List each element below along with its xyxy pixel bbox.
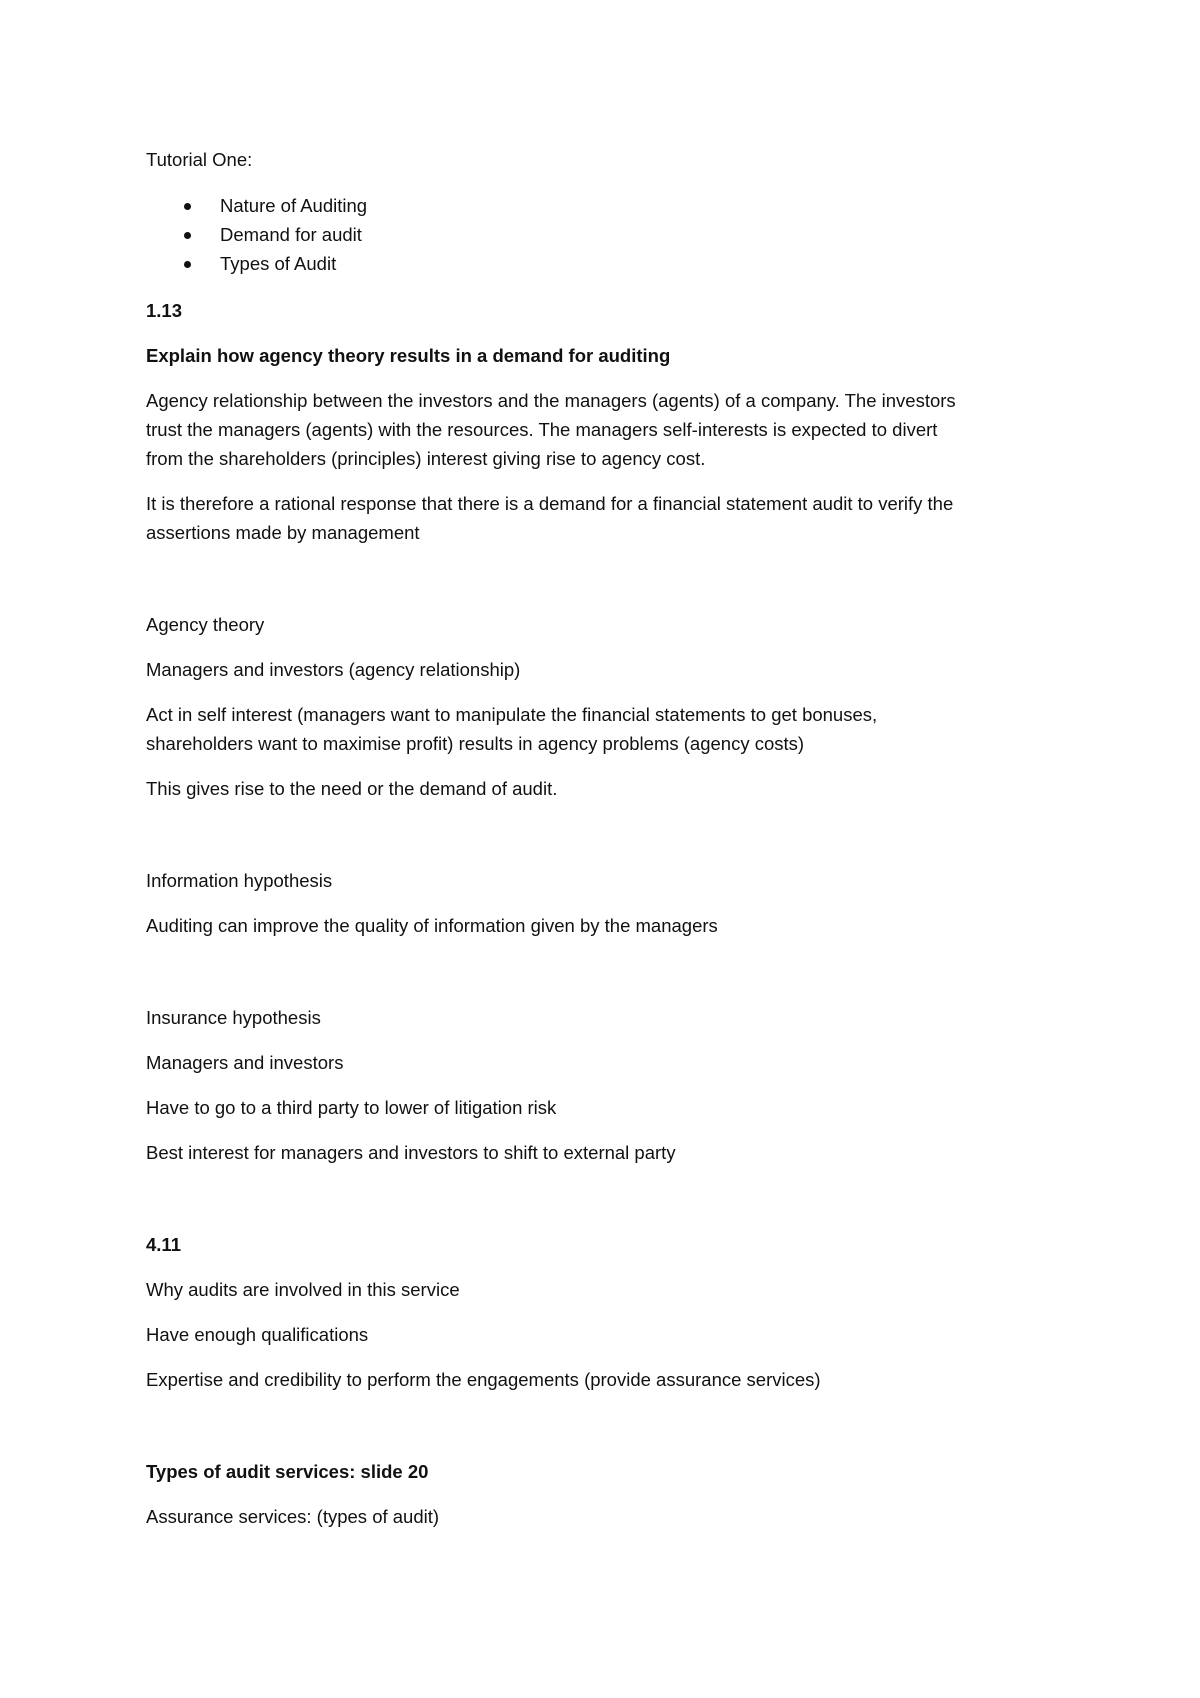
text-line: This gives rise to the need or the demand of audit. (146, 778, 558, 799)
text-line: Why audits are involved in this service (146, 1279, 460, 1300)
text-line: shareholders want to maximise profit) results in agency problems (agency costs) (146, 733, 805, 754)
tutorial-title: Tutorial One: (146, 149, 253, 170)
section-title: Information hypothesis (146, 870, 333, 891)
topic-item (184, 249, 367, 278)
topic-label: Nature of Auditing (220, 195, 368, 216)
topic-item (184, 191, 367, 220)
text-line: Assurance services: (types of audit) (146, 1506, 440, 1527)
text-line: Have enough qualifications (146, 1324, 369, 1345)
text-line: Managers and investors (146, 1052, 344, 1073)
topic-list (184, 191, 367, 278)
section-heading: Types of audit services: slide 20 (146, 1461, 429, 1482)
text-line: Best interest for managers and investors to shift to external party (146, 1142, 676, 1163)
bullet-icon (184, 232, 191, 239)
topic-item (184, 220, 367, 249)
text-line: Expertise and credibility to perform the engagements (provide assurance services) (146, 1369, 821, 1390)
bullet-icon (184, 261, 191, 268)
paragraph-line: assertions made by management (146, 522, 420, 543)
question-number: 4.11 (146, 1234, 181, 1255)
text-line: Auditing can improve the quality of information given by the managers (146, 915, 718, 936)
text-line: Managers and investors (agency relationship) (146, 659, 521, 680)
section-title: Agency theory (146, 614, 265, 635)
bullet-icon (184, 203, 191, 210)
topic-label: Demand for audit (220, 224, 362, 245)
paragraph-line: Agency relationship between the investors and the managers (agents) of a company. The investors (146, 390, 956, 411)
question-number: 1.13 (146, 300, 183, 321)
paragraph-line: from the shareholders (principles) interest giving rise to agency cost. (146, 448, 706, 469)
section-title: Insurance hypothesis (146, 1007, 321, 1028)
text-line: Act in self interest (managers want to manipulate the financial statements to get bonuses, (146, 704, 878, 725)
text-line: Have to go to a third party to lower of litigation risk (146, 1097, 557, 1118)
topic-label: Types of Audit (220, 253, 337, 274)
question-heading: Explain how agency theory results in a demand for auditing (146, 345, 671, 366)
paragraph-line: It is therefore a rational response that there is a demand for a financial statement audit to verify the (146, 493, 954, 514)
paragraph-line: trust the managers (agents) with the resources. The managers self-interests is expected to divert (146, 419, 938, 440)
